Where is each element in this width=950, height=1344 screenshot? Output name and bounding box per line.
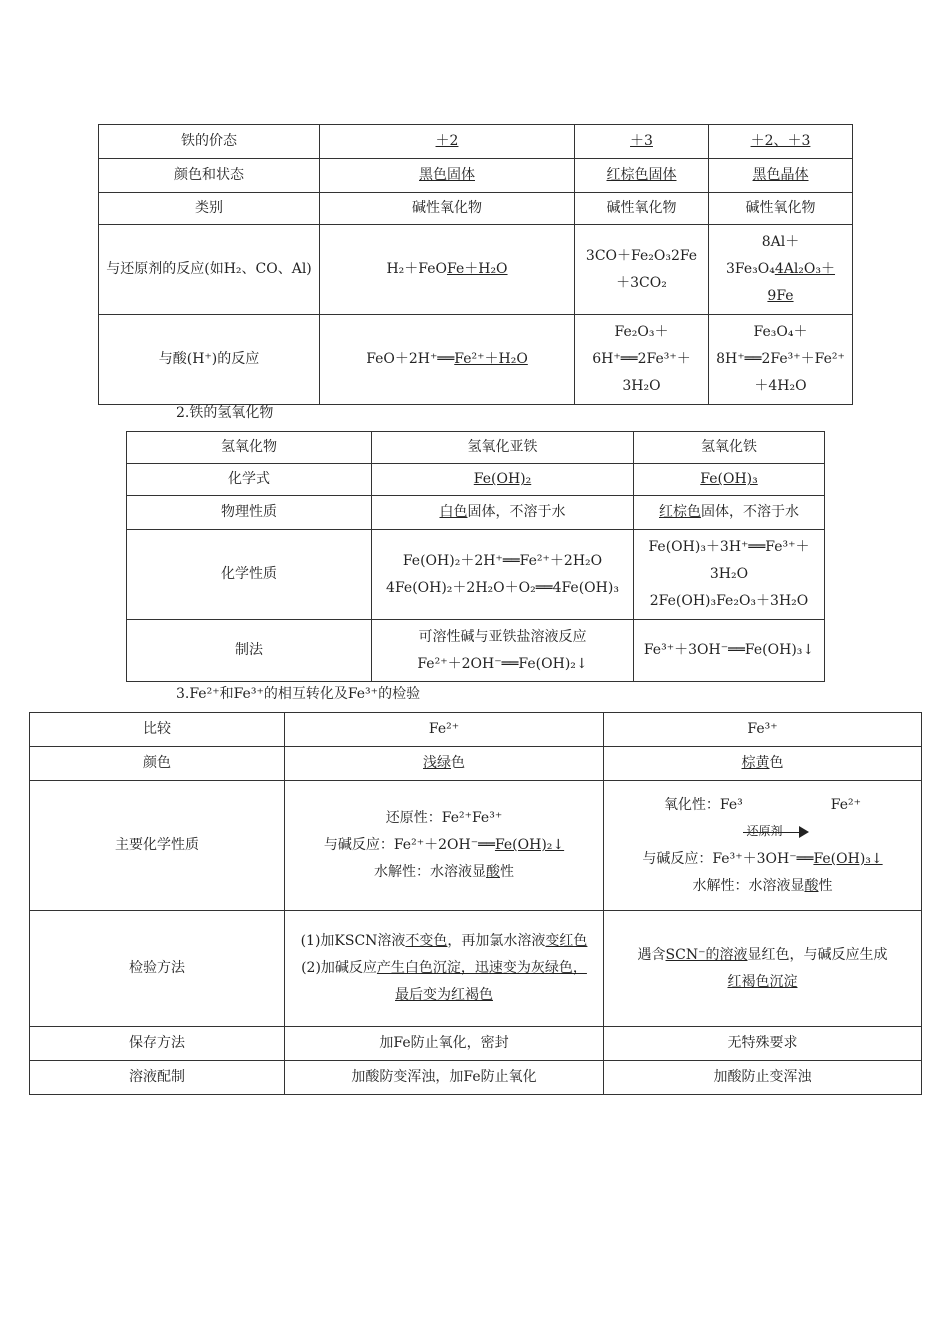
cell: Fe(OH)₂ — [372, 464, 634, 496]
cell: 还原性：Fe²⁺Fe³⁺ 与碱反应：Fe²⁺＋2OH⁻══Fe(OH)₂↓ 水解性：水溶液显酸性 — [285, 781, 604, 911]
cell: 氧化性：Fe³ Fe²⁺ 还原剂 与碱反应：Fe³⁺＋3OH⁻══Fe(OH)₃↓ 水解性：水溶液显酸性 — [604, 781, 922, 911]
cell: 碱性氧化物 — [320, 193, 575, 225]
section-caption-2: 2.铁的氢氧化物 — [176, 405, 274, 421]
cell: 黑色固体 — [320, 159, 575, 193]
cell: 铁的价态 — [99, 125, 320, 159]
cell: 溶液配制 — [30, 1061, 285, 1095]
cell: 颜色 — [30, 747, 285, 781]
cell: 棕黄色 — [604, 747, 922, 781]
cell: Fe(OH)₂＋2H⁺══Fe²⁺＋2H₂O 4Fe(OH)₂＋2H₂O＋O₂══4Fe(OH)₃ — [372, 530, 634, 620]
cell: Fe(OH)₃＋3H⁺══Fe³⁺＋3H₂O 2Fe(OH)₃Fe₂O₃＋3H₂O — [634, 530, 825, 620]
cell: 可溶性碱与亚铁盐溶液反应 Fe²⁺＋2OH⁻══Fe(OH)₂↓ — [372, 620, 634, 682]
cell: 浅绿色 — [285, 747, 604, 781]
cell: 加酸防变浑浊，加Fe防止氧化 — [285, 1061, 604, 1095]
fe-ions-table — [29, 712, 922, 1095]
section-caption-3: 3.Fe²⁺和Fe³⁺的相互转化及Fe³⁺的检验 — [176, 686, 421, 702]
cell: 检验方法 — [30, 911, 285, 1027]
cell: 制法 — [127, 620, 372, 682]
cell: 与还原剂的反应(如H₂、CO、Al) — [99, 225, 320, 315]
iron-oxides-table — [98, 124, 853, 405]
cell: FeO＋2H⁺══Fe²⁺＋H₂O — [320, 315, 575, 405]
cell: Fe³⁺＋3OH⁻══Fe(OH)₃↓ — [634, 620, 825, 682]
cell: 8Al＋3Fe₃O₄4Al₂O₃＋9Fe — [709, 225, 853, 315]
cell: Fe²⁺ — [285, 713, 604, 747]
cell: 红棕色固体，不溶于水 — [634, 496, 825, 530]
cell: 白色固体，不溶于水 — [372, 496, 634, 530]
cell: 加酸防止变浑浊 — [604, 1061, 922, 1095]
cell: 氢氧化铁 — [634, 432, 825, 464]
cell: 氢氧化物 — [127, 432, 372, 464]
cell: (1)加KSCN溶液不变色，再加氯水溶液变红色 (2)加碱反应产生白色沉淀，迅速变为灰绿色，最后变为红褐色 — [285, 911, 604, 1027]
iron-hydroxides-table — [126, 431, 825, 682]
cell: 3CO＋Fe₂O₃2Fe＋3CO₂ — [575, 225, 709, 315]
cell: 碱性氧化物 — [709, 193, 853, 225]
cell: 主要化学性质 — [30, 781, 285, 911]
cell: Fe₃O₄＋8H⁺══2Fe³⁺＋Fe²⁺＋4H₂O — [709, 315, 853, 405]
cell: ＋3 — [575, 125, 709, 159]
cell: 颜色和状态 — [99, 159, 320, 193]
cell: 黑色晶体 — [709, 159, 853, 193]
cell: 物理性质 — [127, 496, 372, 530]
cell: 保存方法 — [30, 1027, 285, 1061]
reduction-arrow-icon: 还原剂 — [743, 825, 809, 839]
cell: ＋2、＋3 — [709, 125, 853, 159]
cell: 碱性氧化物 — [575, 193, 709, 225]
cell: 氢氧化亚铁 — [372, 432, 634, 464]
cell: 类别 — [99, 193, 320, 225]
cell: 化学式 — [127, 464, 372, 496]
cell: 遇含SCN⁻的溶液显红色，与碱反应生成 红褐色沉淀 — [604, 911, 922, 1027]
cell: Fe(OH)₃ — [634, 464, 825, 496]
cell: 无特殊要求 — [604, 1027, 922, 1061]
cell: Fe₂O₃＋6H⁺══2Fe³⁺＋3H₂O — [575, 315, 709, 405]
cell: Fe³⁺ — [604, 713, 922, 747]
cell: 比较 — [30, 713, 285, 747]
cell: 化学性质 — [127, 530, 372, 620]
cell: 红棕色固体 — [575, 159, 709, 193]
cell: H₂＋FeOFe＋H₂O — [320, 225, 575, 315]
cell: 与酸(H⁺)的反应 — [99, 315, 320, 405]
cell: 加Fe防止氧化，密封 — [285, 1027, 604, 1061]
cell: ＋2 — [320, 125, 575, 159]
